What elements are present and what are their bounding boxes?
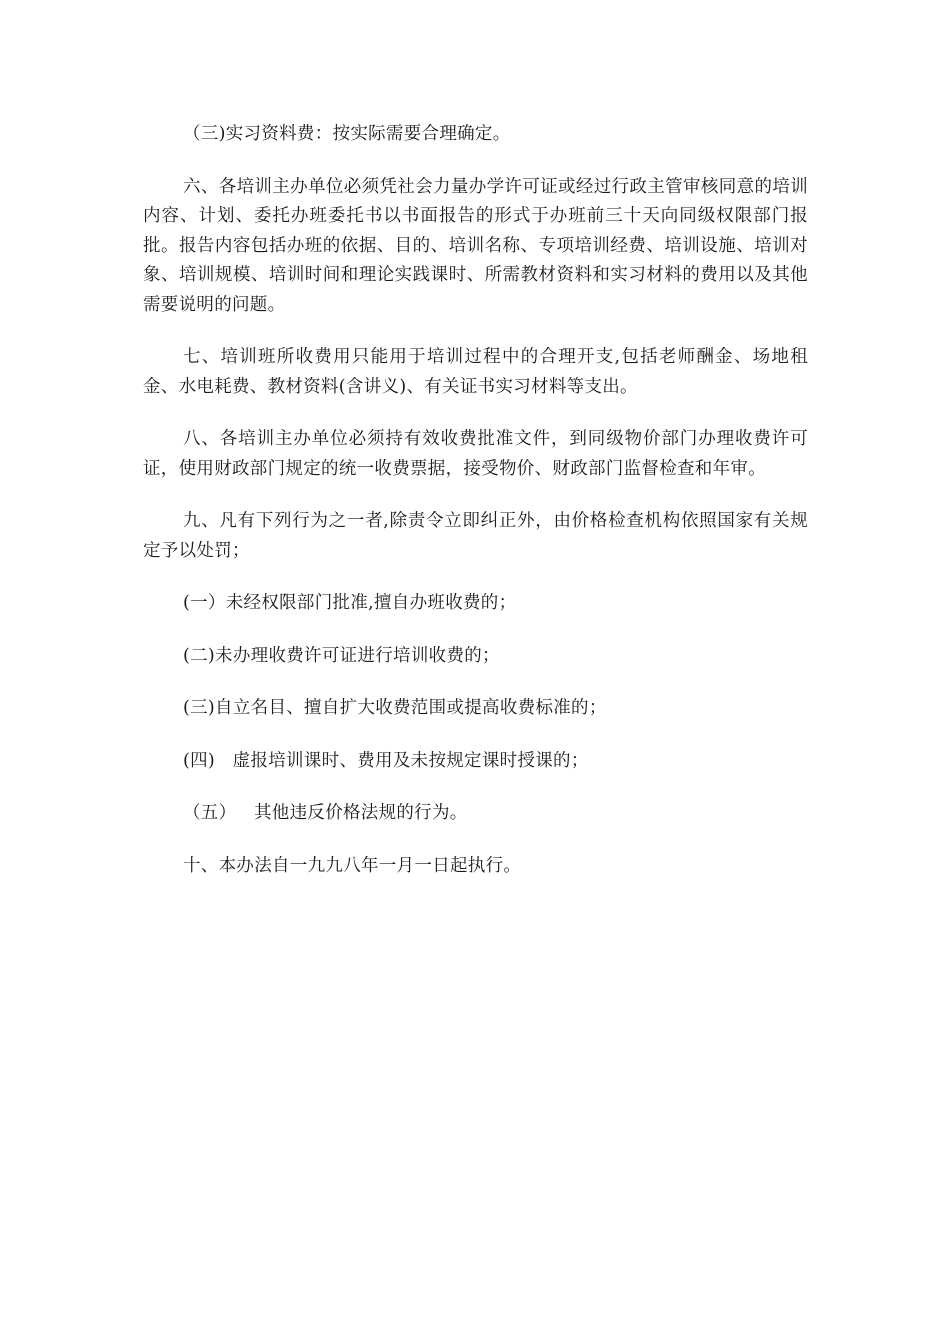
article-8: 八、各培训主办单位必须持有效收费批准文件，到同级物价部门办理收费许可证，使用财政部门规定的统一收费票据，接受物价、财政部门监督检查和年审。 [143, 429, 808, 479]
article-9-item-1: (一）未经权限部门批准,擅自办班收费的； [183, 593, 517, 613]
article-6: 六、各培训主办单位必须凭社会力量办学许可证或经过行政主管审核同意的培训内容、计划、委托办班委托书以书面报告的形式于办班前三十天向同级权限部门报批。报告内容包括办班的依据、目的、培训名称、专项培训经费、培训设施、培训对象、培训规模、培训时间和理论实践课时、所需教材资料和实习材料的费用以及其他需要说明的问题。 [143, 176, 808, 315]
article-7: 七、培训班所收费用只能用于培训过程中的合理开支,包括老师酬金、场地租金、水电耗费、教材资料(含讲义)、有关证书实习材料等支出。 [143, 347, 808, 397]
document-body [143, 120, 808, 904]
clause-3-materials-fee: （三)实习资料费：按实际需要合理确定。 [183, 124, 511, 144]
article-9-item-2: (二)未办理收费许可证进行培训收费的； [183, 645, 500, 666]
article-9-item-5: （五） 其他违反价格法规的行为。 [183, 803, 468, 823]
article-10: 十、本办法自一九九八年一月一日起执行。 [183, 855, 522, 876]
article-9: 九、凡有下列行为之一者,除责令立即纠正外，由价格检查机构依照国家有关规定予以处罚； [143, 511, 808, 561]
article-9-item-3: (三)自立名目、擅自扩大收费范围或提高收费标准的； [183, 698, 607, 718]
article-9-item-4: (四) 虚报培训课时、费用及未按规定课时授课的； [183, 750, 589, 771]
